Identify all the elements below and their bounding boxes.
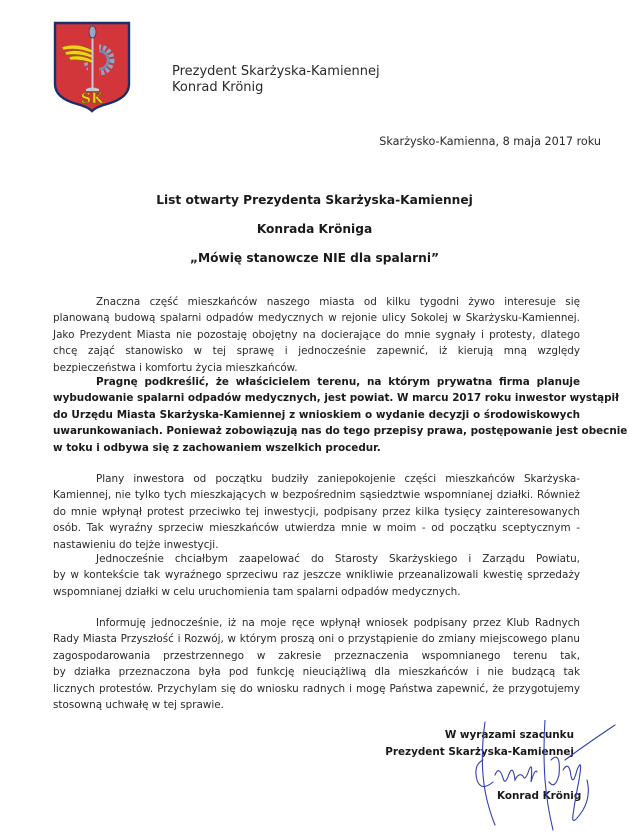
paragraph-line: bezpieczeństwa i komfortu życia mieszkańców. — [53, 361, 298, 374]
paragraph-line: Kamiennej, nie tylko tych mieszkających w bezpośrednim sąsiedztwie wspomnianej działki. Również — [53, 489, 580, 502]
closing-role: Prezydent Skarżyska-Kamiennej — [385, 746, 574, 758]
paragraph-line: nastawieniu do tejże inwestycji. — [53, 538, 219, 551]
paragraph-4 — [53, 551, 580, 600]
paragraph-line: by działka przeznaczona była pod funkcję nieuciążliwą dla mieszkańców i nie budzącą tak — [53, 666, 580, 679]
paragraph-line: licznych protestów. Przychylam się do wniosku radnych i mogę Państwa zapewnić, że przygotujemy — [53, 682, 580, 695]
paragraph-line: Rady Miasta Przyszłość i Rozwój, w którym proszą oni o przystąpienie do zmiany miejscowego planu — [53, 633, 580, 646]
paragraph-3 — [53, 471, 580, 553]
paragraph-line: wspomnianej działki w celu uruchomienia tam spalarni odpadów medycznych. — [53, 585, 461, 598]
letter-date: Skarżysko-Kamienna, 8 maja 2017 roku — [379, 135, 601, 148]
paragraph-line: stosowną uchwałę w tej sprawie. — [53, 698, 224, 711]
svg-text:SK: SK — [80, 91, 104, 107]
paragraph-line: planowaną budową spalarni odpadów medycznych w rejonie ulicy Sokolej w Skarżysku-Kamiennej. — [53, 312, 580, 325]
paragraph-line: Informuję jednocześnie, iż na moje ręce wpłynął wniosek podpisany przez Klub Radnych — [96, 617, 580, 629]
paragraph-line: by w kontekście tak wyraźnego sprzeciwu raz jeszcze wnikliwie przeanalizowali kwestię sprzedaży — [53, 569, 580, 582]
paragraph-2 — [53, 374, 628, 456]
coat-of-arms-logo — [52, 20, 132, 113]
closing-greeting: W wyrazami szacunku — [444, 729, 574, 741]
letter-title: List otwarty Prezydenta Skarżyska-Kamiennej — [156, 193, 473, 207]
paragraph-5 — [53, 615, 580, 713]
paragraph-line: do mnie wpłynął protest przeciwko tej inwestycji, podpisany przez kilka tysięcy zainteresowanych — [53, 505, 580, 518]
paragraph-line: Jednocześnie chciałbym zaapelować do Starosty Skarżyskiego i Zarządu Powiatu, — [96, 553, 580, 565]
paragraph-line: osób. Tak wyraźny sprzeciw mieszkańców utwierdza mnie w moim - od początku sceptycznym - — [53, 522, 580, 535]
handwritten-signature — [465, 720, 625, 832]
letter-slogan: „Mówię stanowcze NIE dla spalarni” — [189, 251, 440, 265]
letterhead-name: Konrad Krönig — [172, 80, 264, 95]
paragraph-line: zagospodarowania przestrzennego w zakresie przeznaczenia wspomnianego terenu tak, — [53, 649, 580, 662]
paragraph-line: do Urzędu Miasta Skarżyska-Kamiennej z wnioskiem o wydanie decyzji o środowiskowych — [53, 408, 580, 421]
letter-subtitle: Konrada Kröniga — [256, 222, 373, 236]
letterhead — [172, 64, 380, 96]
paragraph-line: uwarunkowaniach. Ponieważ zobowiązują nas do tego przepisy prawa, postępowanie jest obecnie — [53, 425, 628, 438]
signer-name: Konrad Krönig — [497, 790, 582, 802]
paragraph-line: Jako Prezydent Miasta nie pozostaję obojętny na docierające do mnie sygnały i protesty, dlatego — [53, 328, 580, 341]
paragraph-line: w toku i odbywa się z zachowaniem wszelkich procedur. — [53, 441, 381, 454]
paragraph-line: Plany inwestora od początku budziły zaniepokojenie części mieszkańców Skarżyska- — [96, 473, 580, 485]
paragraph-line: chcę zająć stanowisko w tej sprawę i jednocześnie zapewnić, iż kierują mną względy — [53, 345, 580, 358]
paragraph-line: Znaczna część mieszkańców naszego miasta od kilku tygodni żywo interesuje się — [96, 296, 580, 308]
letterhead-title: Prezydent Skarżyska-Kamiennej — [172, 64, 380, 79]
paragraph-line: Pragnę podkreślić, że właścicielem terenu, na którym prywatna firma planuje — [96, 376, 580, 388]
paragraph-1 — [53, 294, 580, 376]
paragraph-line: wybudowanie spalarni odpadów medycznych, jest powiat. W marcu 2017 roku inwestor wystąpił — [53, 392, 619, 405]
